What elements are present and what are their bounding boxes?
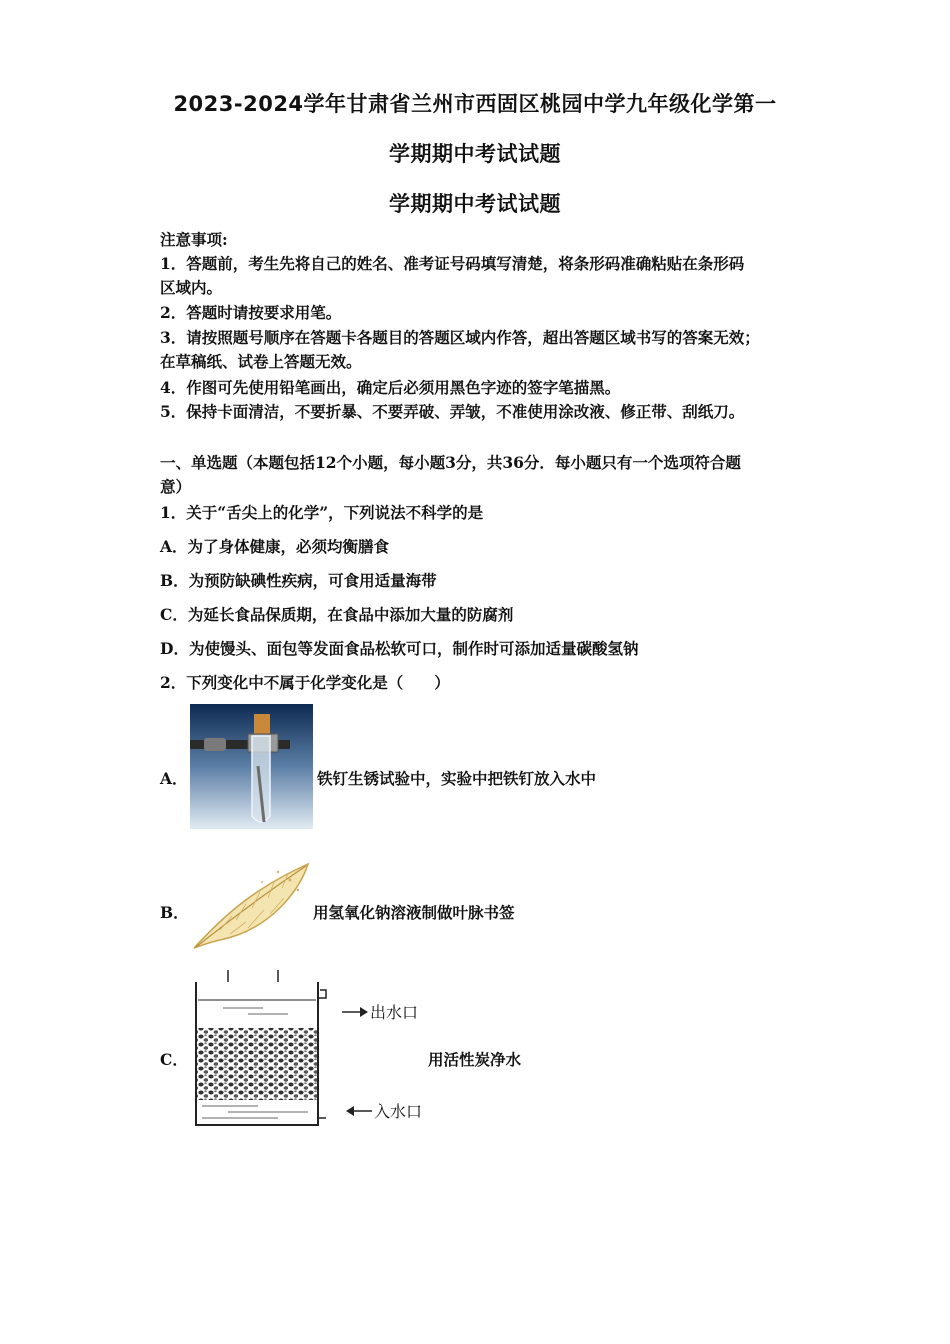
outlet-label: 出水口 xyxy=(370,1003,419,1022)
notes-item: 3．请按照题号顺序在答题卡各题目的答题区域内作答，超出答题区域书写的答案无效； xyxy=(160,328,760,347)
inlet-label: 入水口 xyxy=(374,1102,423,1121)
outlet-label-group xyxy=(340,1000,440,1024)
arrow-right-icon xyxy=(340,1002,370,1022)
document-title-line-3: 学期期中考试试题 xyxy=(389,192,561,216)
question-1-option-d: D．为使馒头、面包等发面食品松软可口，制作时可添加适量碳酸氢钠 xyxy=(160,639,639,658)
notes-item: 5．保持卡面清洁，不要折暴、不要弄破、弄皱，不准使用涂改液、修正带、刮纸刀。 xyxy=(160,402,745,421)
question-1-option-a: A．为了身体健康，必须均衡膳食 xyxy=(160,537,390,556)
test-tube-photo xyxy=(190,704,313,829)
section-heading: 一、单选题（本题包括12个小题，每小题3分，共36分．每小题只有一个选项符合题 xyxy=(160,453,741,472)
section-heading-cont: 意） xyxy=(160,477,192,496)
question-2-option-a-text: 铁钉生锈试验中，实验中把铁钉放入水中 xyxy=(317,769,597,788)
notes-item: 4．作图可先使用铅笔画出，确定后必须用黑色字迹的签字笔描黑。 xyxy=(160,378,621,397)
question-2-option-b-letter: B． xyxy=(160,903,189,922)
question-2-option-c-letter: C． xyxy=(160,1050,188,1069)
question-1-option-c: C．为延长食品保质期，在食品中添加大量的防腐剂 xyxy=(160,605,514,624)
notes-item: 在草稿纸、试卷上答题无效。 xyxy=(160,352,362,371)
question-2-option-c-text: 用活性炭净水 xyxy=(428,1050,522,1069)
document-title-line-2: 学期期中考试试题 xyxy=(389,142,561,166)
leaf-vein-bookmark-icon xyxy=(190,860,312,952)
activated-carbon-purifier-diagram xyxy=(188,970,338,1130)
notes-item: 2．答题时请按要求用笔。 xyxy=(160,303,342,322)
notes-heading: 注意事项: xyxy=(160,230,228,249)
question-2-option-a-letter: A． xyxy=(160,769,188,788)
notes-item: 区域内。 xyxy=(160,278,223,297)
document-title-line-1: 2023-2024学年甘肃省兰州市西固区桃园中学九年级化学第一 xyxy=(173,92,777,116)
question-2-stem: 2．下列变化中不属于化学变化是（ ） xyxy=(160,673,450,692)
arrow-left-icon xyxy=(344,1101,374,1121)
question-2-option-b-text: 用氢氧化钠溶液制做叶脉书签 xyxy=(313,903,515,922)
notes-item: 1．答题前，考生先将自己的姓名、准考证号码填写清楚，将条形码准确粘贴在条形码 xyxy=(160,254,745,273)
question-1-option-b: B．为预防缺碘性疾病，可食用适量海带 xyxy=(160,571,437,590)
question-1-stem: 1．关于“舌尖上的化学”，下列说法不科学的是 xyxy=(160,503,484,522)
inlet-label-group xyxy=(344,1099,444,1123)
